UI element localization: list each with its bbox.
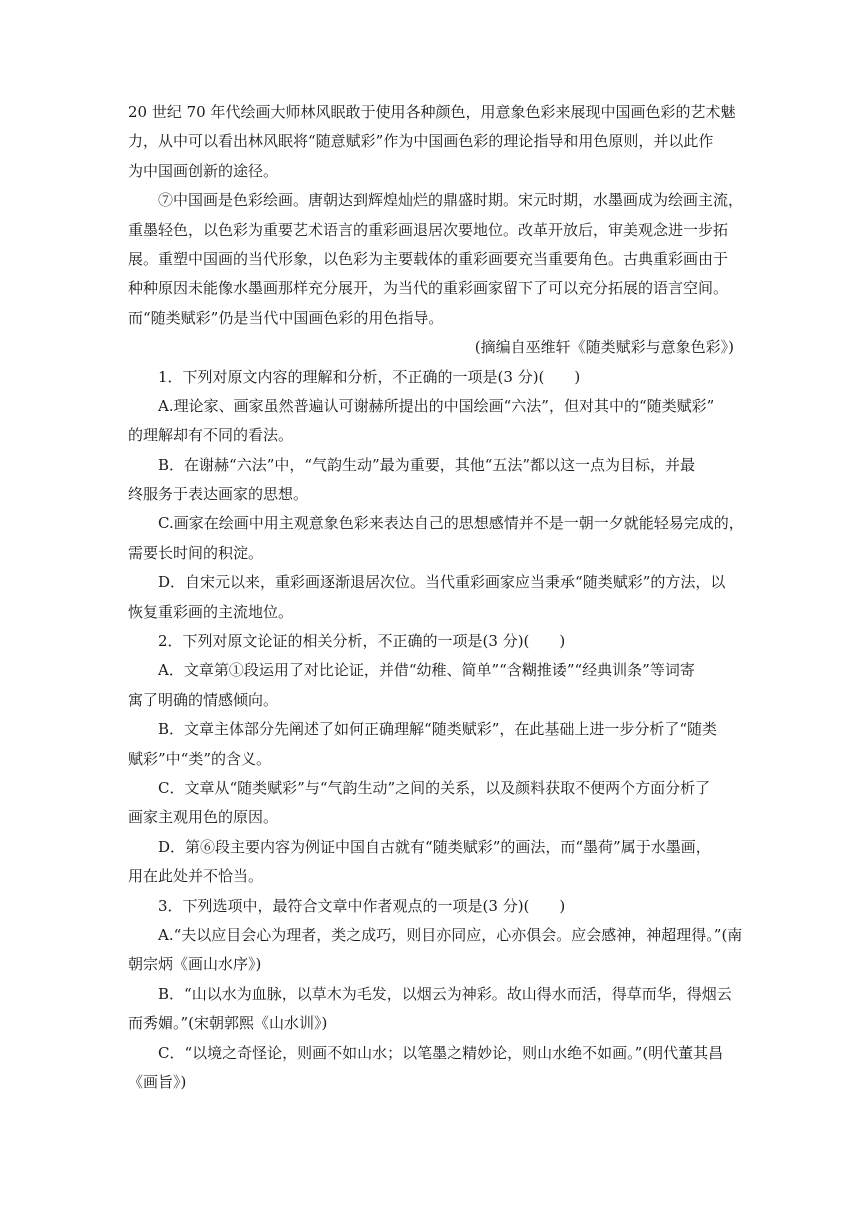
q2-option-c-line-1: C．文章从“随类赋彩”与“气韵生动”之间的关系，以及颜料获取不便两个方面分析了 — [158, 778, 711, 797]
q1-option-c-line-2: 需要长时间的积淀。 — [128, 543, 264, 562]
para7-line-2: 重墨轻色，以色彩为重要艺术语言的重彩画退居次要地位。改革开放后，审美观念进一步拓 — [128, 220, 729, 239]
q1-option-c-line-1: C.画家在绘画中用主观意象色彩来表达自己的思想感情并不是一朝一夕就能轻易完成的， — [158, 514, 744, 533]
question-2-stem: 2．下列对原文论证的相关分析，不正确的一项是(3 分)( ) — [158, 632, 566, 651]
q3-option-b-line-1: B．“山以水为血脉，以草木为毛发，以烟云为神彩。故山得水而活，得草而华，得烟云 — [158, 984, 732, 1003]
q2-option-a-line-2: 寓了明确的情感倾向。 — [128, 690, 279, 709]
document-page — [128, 98, 744, 1097]
q1-option-d-line-1: D．自宋元以来，重彩画逐渐退居次位。当代重彩画家应当秉承“随类赋彩”的方法，以 — [158, 573, 726, 592]
q3-option-a-line-2: 朝宗炳《画山水序》) — [128, 955, 262, 974]
q2-option-d-line-1: D．第⑥段主要内容为例证中国自古就有“随类赋彩”的画法，而“墨荷”属于水墨画， — [158, 837, 711, 856]
q3-option-a-line-1: A.“夫以应目会心为理者，类之成巧，则目亦同应，心亦俱会。应会感神，神超理得。”(南 — [158, 925, 743, 944]
q3-option-b-line-2: 而秀媚。”(宋朝郭熙《山水训》) — [128, 1014, 328, 1033]
q1-option-b-line-2: 终服务于表达画家的思想。 — [128, 485, 309, 504]
q1-option-d-line-2: 恢复重彩画的主流地位。 — [128, 602, 294, 621]
intro-line-2: 力，从中可以看出林风眠将“随意赋彩”作为中国画色彩的理论指导和用色原则，并以此作 — [128, 132, 714, 151]
para7-line-3: 展。重塑中国画的当代形象，以色彩为主要载体的重彩画要充当重要角色。古典重彩画由于 — [128, 249, 729, 268]
q3-option-c-line-1: C．“以境之奇怪论，则画不如山水；以笔墨之精妙论，则山水绝不如画。”(明代董其昌 — [158, 1043, 724, 1062]
para7-line-5: 而“随类赋彩”仍是当代中国画色彩的用色指导。 — [128, 308, 444, 327]
q2-option-b-line-2: 赋彩”中“类”的含义。 — [128, 749, 272, 768]
intro-line-3: 为中国画创新的途径。 — [128, 161, 279, 180]
intro-line-1: 20 世纪 70 年代绘画大师林风眠敢于使用各种颜色，用意象色彩来展现中国画色彩的艺术魅 — [128, 103, 736, 121]
question-1-stem: 1．下列对原文内容的理解和分析，不正确的一项是(3 分)( ) — [158, 367, 581, 386]
question-3-stem: 3．下列选项中，最符合文章中作者观点的一项是(3 分)( ) — [158, 896, 566, 915]
q2-option-b-line-1: B．文章主体部分先阐述了如何正确理解“随类赋彩”，在此基础上进一步分析了“随类 — [158, 720, 718, 739]
q2-option-d-line-2: 用在此处并不恰当。 — [128, 867, 264, 886]
q3-option-c-line-2: 《画旨》) — [128, 1072, 187, 1091]
q1-option-a-line-1: A.理论家、画家虽然普遍认可谢赫所提出的中国绘画“六法”，但对其中的“随类赋彩” — [158, 396, 715, 415]
q2-option-c-line-2: 画家主观用色的原因。 — [128, 808, 279, 827]
source-citation: (摘编自巫维轩《随类赋彩与意象色彩》) — [474, 338, 734, 357]
para7-line-4: 种种原因未能像水墨画那样充分展开，为当代的重彩画家留下了可以充分拓展的语言空间。 — [128, 279, 729, 298]
para7-line-1: ⑦中国画是色彩绘画。唐朝达到辉煌灿烂的鼎盛时期。宋元时期，水墨画成为绘画主流， — [158, 191, 744, 210]
q1-option-b-line-1: B．在谢赫“六法”中，“气韵生动”最为重要，其他“五法”都以这一点为目标，并最 — [158, 455, 696, 474]
q2-option-a-line-1: A．文章第①段运用了对比论证，并借“幼稚、简单”“含糊推诿”“经典训条”等词寄 — [158, 661, 695, 680]
q1-option-a-line-2: 的理解却有不同的看法。 — [128, 426, 294, 445]
